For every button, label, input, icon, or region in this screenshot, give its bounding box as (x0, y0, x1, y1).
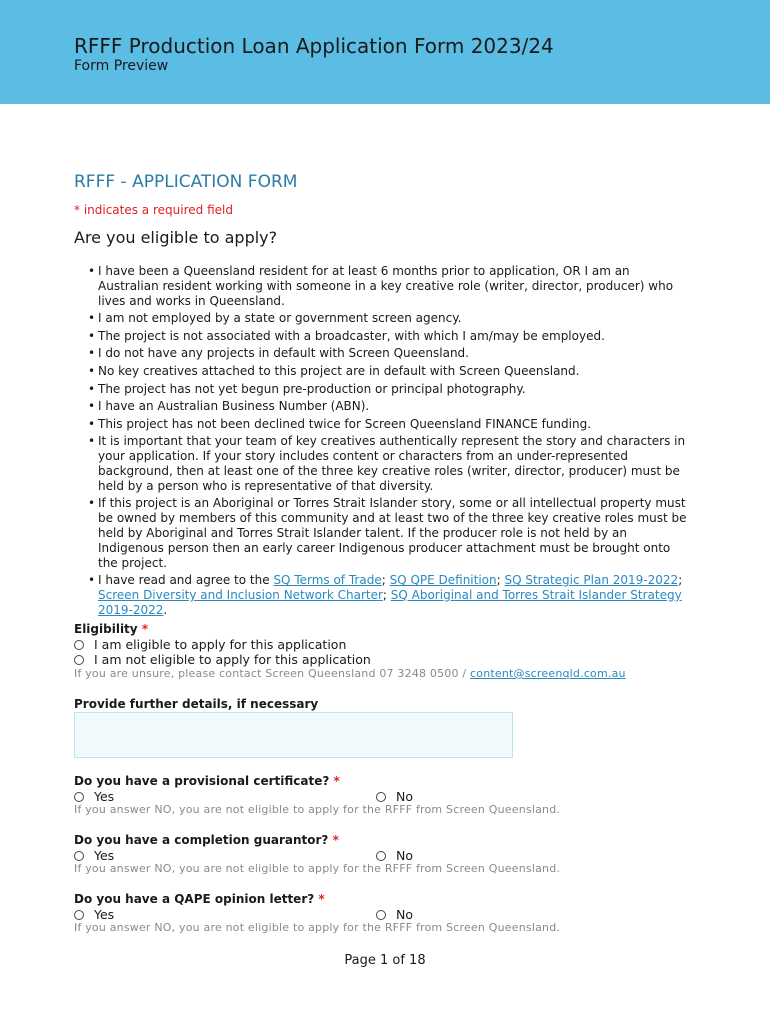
criteria-item: • I have been a Queensland resident for at least 6 months prior to application, OR I am an Australian resident working with someone in a key creative role (writer, director, producer) who lives and works in Queensland. (88, 264, 688, 308)
criteria-item: • I am not employed by a state or government screen agency. (88, 311, 688, 326)
eligible-radio-option[interactable] (74, 637, 346, 652)
no-label: No (396, 848, 413, 863)
eligibility-criteria-list (88, 264, 688, 620)
form-preview-label: Form Preview (74, 58, 169, 74)
eligibility-help-text (74, 667, 626, 680)
sq-strategic-plan-link[interactable]: SQ Strategic Plan 2019-2022 (504, 573, 679, 588)
criteria-item: • The project has not yet begun pre-production or principal photography. (88, 382, 688, 397)
radio-circle-icon[interactable] (74, 910, 84, 920)
qape-help-text: If you answer NO, you are not eligible to apply for the RFFF from Screen Queensland. (74, 921, 561, 934)
contact-email-link[interactable]: content@screenqld.com.au (470, 667, 626, 680)
no-label: No (396, 789, 413, 804)
eligibility-label (74, 622, 148, 636)
further-details-textarea[interactable] (74, 712, 513, 758)
not-eligible-option-label: I am not eligible to apply for this application (94, 652, 371, 667)
link-separator: ; (381, 573, 390, 588)
provisional-certificate-label (74, 774, 340, 788)
eligibility-heading: Are you eligible to apply? (74, 228, 278, 247)
required-star: * (332, 833, 339, 847)
agreement-suffix: . (163, 602, 168, 617)
required-star: * (333, 774, 340, 788)
provisional-yes-radio[interactable] (74, 789, 114, 804)
required-star: * (318, 892, 325, 906)
required-star: * (141, 622, 149, 636)
diversity-charter-link[interactable]: Screen Diversity and Inclusion Network Charter (98, 587, 383, 602)
provisional-certificate-question: Do you have a provisional certificate? (74, 774, 330, 788)
yes-label: Yes (94, 789, 115, 804)
no-label: No (396, 907, 413, 922)
completion-guarantor-label (74, 833, 339, 847)
not-eligible-radio-option[interactable] (74, 652, 371, 667)
radio-circle-icon[interactable] (74, 792, 84, 802)
yes-label: Yes (94, 907, 115, 922)
criteria-item: • It is important that your team of key creatives authentically represent the story and characters in your application. If your story includes content or characters from an under-represented background, then at least one of the three key creative roles (writer, director, producer) must be held by a person who is representative of that diversity. (88, 434, 688, 493)
form-title: RFFF Production Loan Application Form 2023/24 (74, 34, 554, 58)
criteria-item: • No key creatives attached to this project are in default with Screen Queensland. (88, 364, 688, 379)
agreement-prefix: I have read and agree to the (98, 573, 274, 588)
qape-yes-radio[interactable] (74, 907, 114, 922)
qape-letter-label (74, 892, 325, 906)
page-header (0, 0, 770, 104)
criteria-item: • This project has not been declined twice for Screen Queensland FINANCE funding. (88, 417, 688, 432)
radio-circle-icon[interactable] (376, 792, 386, 802)
radio-circle-icon[interactable] (74, 655, 84, 665)
link-separator: ; (678, 573, 683, 588)
provisional-help-text: If you answer NO, you are not eligible to apply for the RFFF from Screen Queensland. (74, 803, 561, 816)
guarantor-help-text: If you answer NO, you are not eligible to apply for the RFFF from Screen Queensland. (74, 862, 561, 875)
radio-circle-icon[interactable] (74, 640, 84, 650)
indigenous-strategy-link[interactable]: SQ Aboriginal and Torres Strait Islander Strategy 2019-2022 (98, 587, 682, 617)
link-separator: ; (496, 573, 505, 588)
criteria-item-agreement (88, 573, 688, 617)
criteria-item: • The project is not associated with a broadcaster, with which I am/may be employed. (88, 329, 688, 344)
completion-guarantor-question: Do you have a completion guarantor? (74, 833, 329, 847)
criteria-item: • If this project is an Aboriginal or Torres Strait Islander story, some or all intellectual property must be owned by members of this community and at least two of the three key creative roles must be held by Aboriginal and Torres Strait Islander talent. If the producer role is not held by an Indigenous person then an early career Indigenous producer attachment must be brought onto the project. (88, 496, 688, 570)
sq-qpe-definition-link[interactable]: SQ QPE Definition (389, 573, 497, 588)
link-separator: ; (382, 587, 391, 602)
criteria-item: • I do not have any projects in default with Screen Queensland. (88, 346, 688, 361)
eligible-option-label: I am eligible to apply for this application (94, 637, 347, 652)
radio-circle-icon[interactable] (74, 851, 84, 861)
provisional-no-radio[interactable] (376, 789, 413, 804)
section-title: RFFF - APPLICATION FORM (74, 172, 298, 192)
eligibility-help-prefix: If you are unsure, please contact Screen Queensland 07 3248 0500 / (74, 667, 471, 680)
criteria-item: • I have an Australian Business Number (ABN). (88, 399, 688, 414)
radio-circle-icon[interactable] (376, 910, 386, 920)
radio-circle-icon[interactable] (376, 851, 386, 861)
qape-no-radio[interactable] (376, 907, 413, 922)
eligibility-label-text: Eligibility (74, 622, 138, 636)
further-details-label: Provide further details, if necessary (74, 697, 319, 711)
guarantor-no-radio[interactable] (376, 848, 413, 863)
page-number: Page 1 of 18 (344, 953, 426, 968)
sq-terms-of-trade-link[interactable]: SQ Terms of Trade (273, 573, 382, 588)
required-field-note: * indicates a required field (74, 203, 233, 217)
guarantor-yes-radio[interactable] (74, 848, 114, 863)
yes-label: Yes (94, 848, 115, 863)
qape-letter-question: Do you have a QAPE opinion letter? (74, 892, 315, 906)
